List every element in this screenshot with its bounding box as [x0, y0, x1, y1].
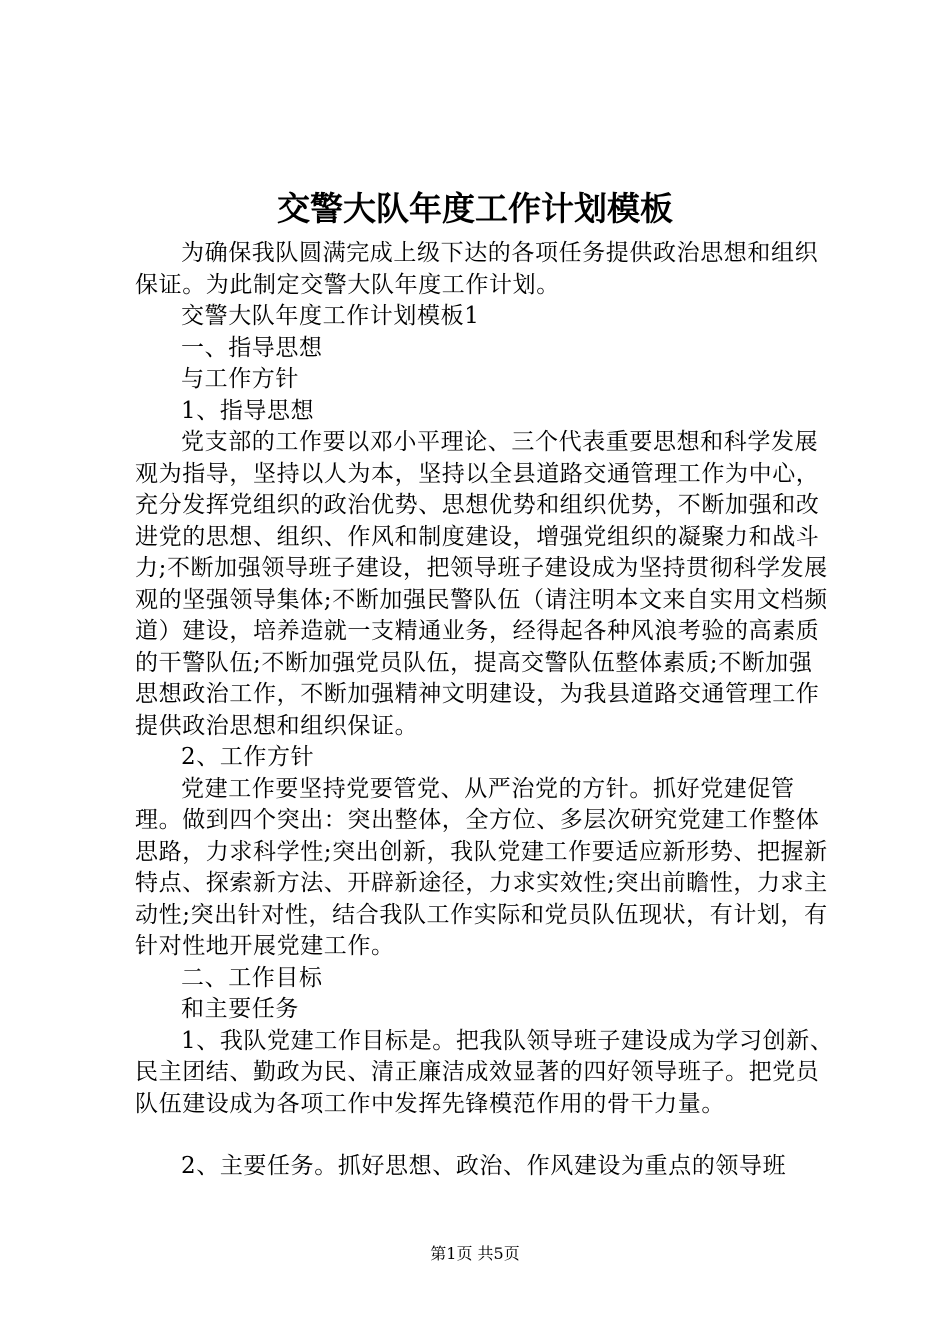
section-heading-main-tasks: 和主要任务 [181, 996, 299, 1022]
paragraph-intro: 为确保我队圆满完成上级下达的各项任务提供政治思想和组织保证。为此制定交警大队年度工作计划。 [135, 240, 819, 298]
paragraph-template-heading: 交警大队年度工作计划模板1 [181, 303, 480, 329]
section-heading-guiding-thought: 一、指导思想 [181, 334, 323, 361]
document-body [135, 238, 835, 1183]
subsection-heading-work-policy: 2、工作方针 [181, 744, 315, 770]
paragraph-work-policy: 党建工作要坚持党要管党、从严治党的方针。抓好党建促管理。做到四个突出：突出整体，全方位、多层次研究党建工作整体思路，力求科学性;突出创新，我队党建工作要适应新形势、把握新特点、探索新方法、开辟新途径，力求实效性;突出前瞻性，力求主动性;突出针对性，结合我队工作实际和党员队伍现状，有计划，有针对性地开展党建工作。 [135, 775, 828, 959]
section-heading-guiding-policy: 与工作方针 [181, 366, 299, 392]
section-heading-work-goals: 二、工作目标 [181, 964, 323, 991]
paragraph-guiding-thought: 党支部的工作要以邓小平理论、三个代表重要思想和科学发展观为指导，坚持以人为本，坚持以全县道路交通管理工作为中心，充分发挥党组织的政治优势、思想优势和组织优势，不断加强和改进党的思想、组织、作风和制度建设，增强党组织的凝聚力和战斗力;不断加强领导班子建设，把领导班子建设成为坚持贯彻科学发展观的坚强领导集体;不断加强民警队伍（请注明本文来自实用文档频道）建设，培养造就一支精通业务，经得起各种风浪考验的高素质的干警队伍;不断加强党员队伍，提高交警队伍整体素质;不断加强思想政治工作，不断加强精神文明建设，为我县道路交通管理工作提供政治思想和组织保证。 [135, 429, 828, 739]
paragraph-main-tasks: 2、主要任务。抓好思想、政治、作风建设为重点的领导班 [181, 1153, 787, 1179]
page-number-footer: 第1页 共5页 [430, 1244, 520, 1263]
paragraph-work-goals: 1、我队党建工作目标是。把我队领导班子建设成为学习创新、民主团结、勤政为民、清正廉洁成效显著的四好领导班子。把党员队伍建设成为各项工作中发挥先锋模范作用的骨干力量。 [135, 1027, 834, 1117]
document-title: 交警大队年度工作计划模板 [277, 189, 673, 228]
subsection-heading-guiding-thought: 1、指导思想 [181, 397, 315, 424]
